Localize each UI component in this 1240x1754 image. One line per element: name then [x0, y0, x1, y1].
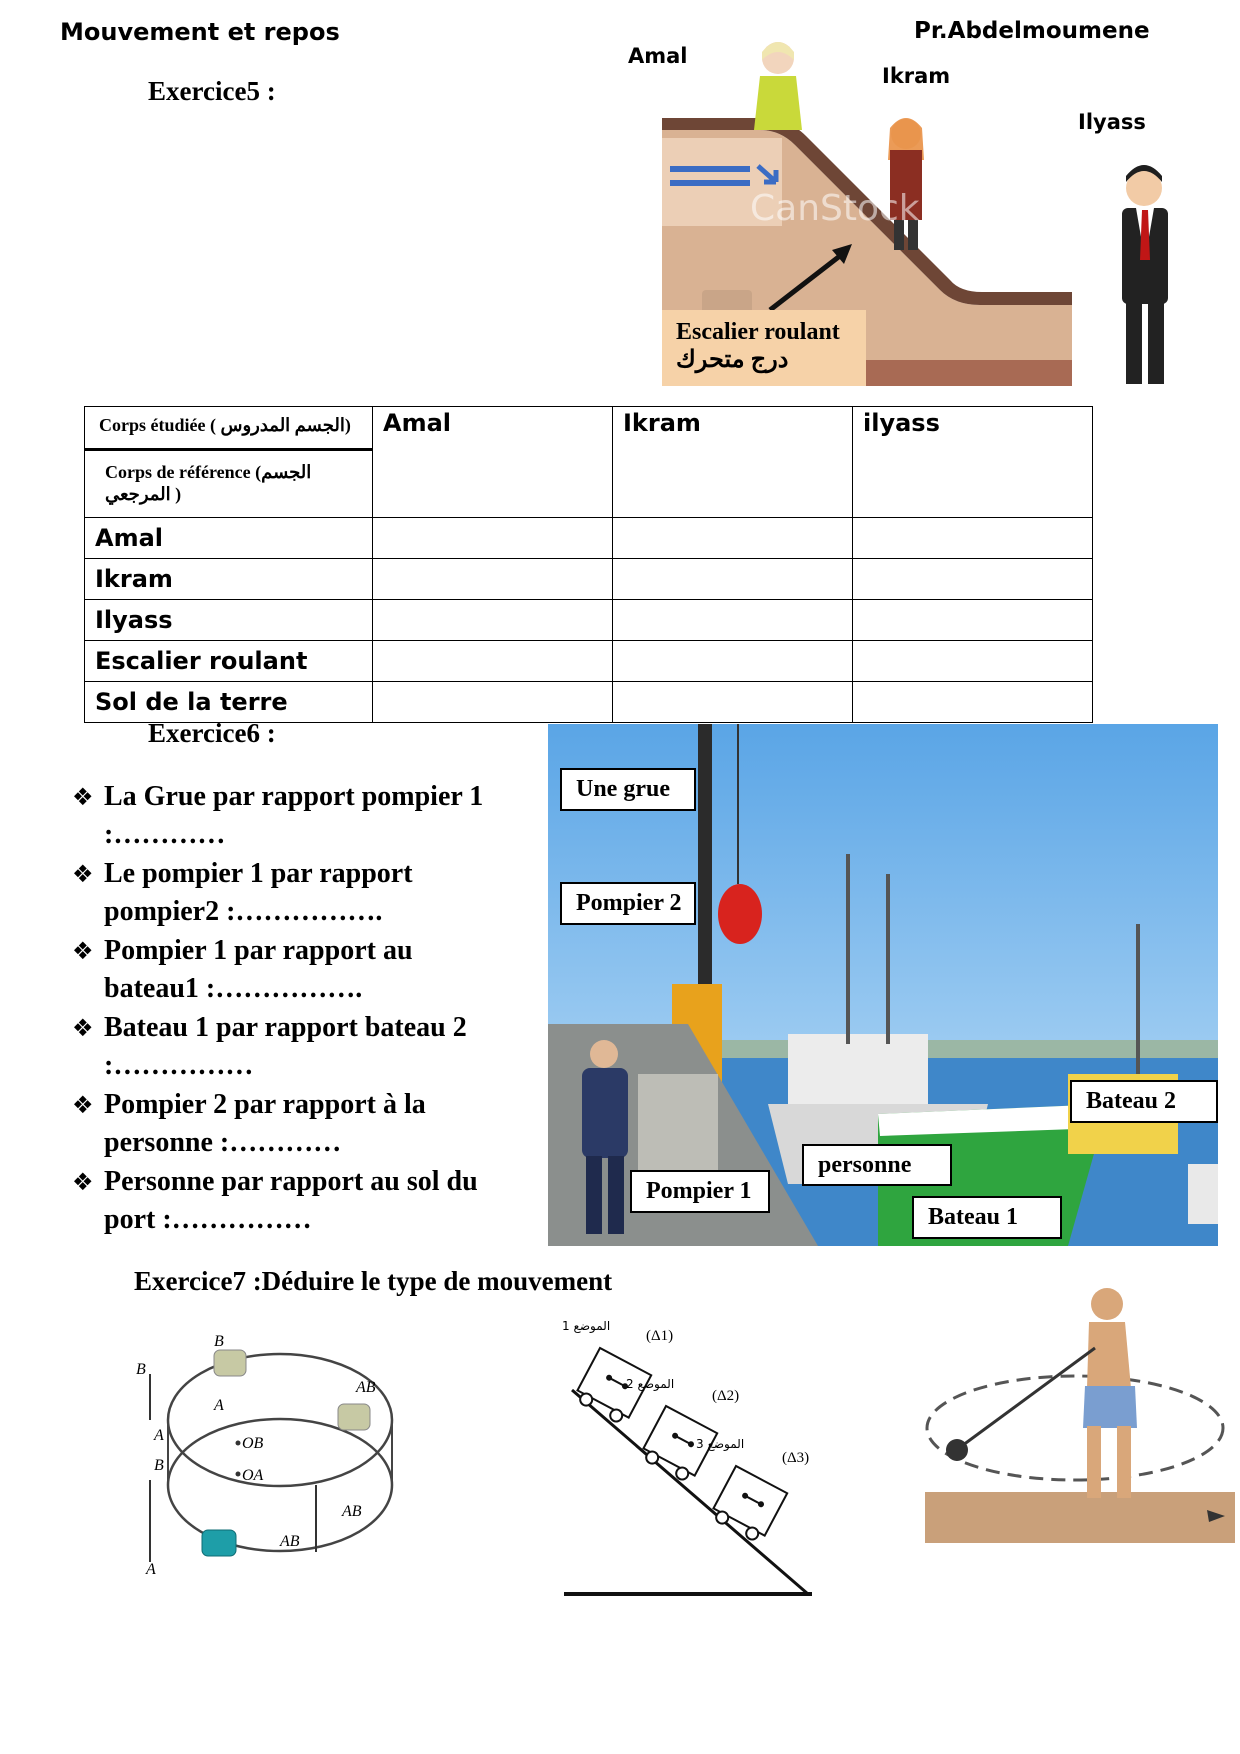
firefighter1-body-icon: [582, 1068, 628, 1158]
row-header: Sol de la terre: [85, 682, 373, 723]
row-header: Escalier roulant: [85, 641, 373, 682]
answer-cell[interactable]: [613, 641, 853, 682]
answer-cell[interactable]: [853, 559, 1093, 600]
athlete-shorts-icon: [1083, 1386, 1137, 1428]
column-header: Amal: [373, 407, 613, 518]
question-text: Pompier 2 par rapport à la personne :…………: [104, 1089, 426, 1158]
table-row: [85, 600, 1093, 641]
column-header: ilyass: [853, 407, 1093, 518]
inclined-plane-figure: [560, 1310, 860, 1600]
watermark: CanStock: [750, 188, 920, 229]
cabin-right-icon: [338, 1404, 370, 1430]
firefighter1-leg-icon: [608, 1156, 624, 1234]
question-text: La Grue par rapport pompier 1 :…………: [104, 781, 484, 850]
label-delta-3: (Δ3): [782, 1450, 810, 1466]
inclined-plane-drawing: [560, 1310, 860, 1600]
author-name: Pr.Abdelmoumene: [914, 18, 1150, 44]
firefighter1-head-icon: [590, 1040, 618, 1068]
answer-cell[interactable]: [853, 641, 1093, 682]
diamond-bullet-icon: ❖: [72, 1091, 94, 1119]
list-item: [72, 778, 512, 854]
label-center-oa: OA: [242, 1467, 264, 1484]
label-vector-ab: AB: [342, 1503, 362, 1520]
ground: [925, 1492, 1235, 1543]
exercise6-questions: [72, 778, 512, 1240]
athlete-leg-icon: [1117, 1426, 1131, 1498]
hammer-throw-drawing: [925, 1278, 1235, 1543]
answer-cell[interactable]: [853, 682, 1093, 723]
diamond-bullet-icon: ❖: [72, 937, 94, 965]
label-vector-a: A: [214, 1397, 224, 1414]
corner-studied-body: Corps étudiée ( الجسم المدروس): [85, 407, 372, 451]
page-title: Mouvement et repos: [60, 18, 340, 46]
label-amal: Amal: [628, 44, 688, 68]
table-row: [85, 682, 1093, 723]
label-ilyass: Ilyass: [1078, 110, 1146, 134]
answer-cell[interactable]: [373, 600, 613, 641]
answer-cell[interactable]: [853, 600, 1093, 641]
label-vector-b: B: [154, 1457, 164, 1474]
label-vector-b: B: [214, 1333, 224, 1350]
rescuer-figure: [718, 884, 762, 944]
question-text: Pompier 1 par rapport au bateau1 :…………….: [104, 935, 413, 1004]
amal-body-icon: [754, 76, 802, 130]
diamond-bullet-icon: ❖: [72, 1014, 94, 1042]
ferris-wheel-figure: [130, 1330, 410, 1580]
escalator-label-ar: درج متحرك: [676, 347, 789, 373]
ilyass-leg-left-icon: [1126, 300, 1142, 384]
center-ob-dot: [236, 1441, 241, 1446]
answer-cell[interactable]: [613, 682, 853, 723]
ilyass-leg-right-icon: [1148, 300, 1164, 384]
label-vector-ab: AB: [280, 1533, 300, 1550]
diamond-bullet-icon: ❖: [72, 783, 94, 811]
list-item: [72, 1086, 512, 1162]
table-corner-cell: [85, 407, 373, 518]
list-item: [72, 855, 512, 931]
answer-cell[interactable]: [373, 518, 613, 559]
cart-position-3: [709, 1466, 787, 1544]
label-center-ob: OB: [242, 1435, 264, 1452]
label-vector-a: A: [146, 1561, 156, 1578]
label-delta-1: (Δ1): [646, 1328, 674, 1344]
answer-cell[interactable]: [373, 559, 613, 600]
port-photo: [548, 724, 1218, 1246]
cabin-top-icon: [214, 1350, 246, 1376]
diamond-bullet-icon: ❖: [72, 860, 94, 888]
label-firefighter-2: Pompier 2: [560, 882, 696, 925]
label-vector-ab: AB: [356, 1379, 376, 1396]
hammer-wire: [959, 1348, 1095, 1448]
table-header-row: [85, 407, 1093, 518]
escalator-label-fr: Escalier roulant: [676, 319, 840, 345]
label-person: personne: [802, 1144, 952, 1186]
answer-cell[interactable]: [613, 518, 853, 559]
answer-cell[interactable]: [373, 641, 613, 682]
hammer-ball-icon: [946, 1439, 968, 1461]
row-header: Amal: [85, 518, 373, 559]
column-header: Ikram: [613, 407, 853, 518]
label-boat-2: Bateau 2: [1070, 1080, 1218, 1123]
list-item: [72, 1163, 512, 1239]
escalator-label: [662, 310, 866, 386]
row-header: Ilyass: [85, 600, 373, 641]
label-vector-b: B: [136, 1361, 146, 1378]
answer-cell[interactable]: [613, 559, 853, 600]
label-position-2: الموضع 2: [626, 1377, 675, 1391]
question-text: Personne par rapport au sol du port :……………: [104, 1166, 478, 1235]
answer-cell[interactable]: [853, 518, 1093, 559]
table-row: [85, 641, 1093, 682]
sign-line-1: [670, 166, 750, 172]
exercise5-title: Exercice5 :: [148, 76, 276, 106]
label-boat-1: Bateau 1: [912, 1196, 1062, 1239]
ferris-wheel-drawing: [130, 1330, 410, 1580]
circular-trajectory: [927, 1376, 1223, 1480]
label-position-3: الموضع 3: [696, 1437, 745, 1451]
cabin-bottom-icon: [202, 1530, 236, 1556]
question-text: Bateau 1 par rapport bateau 2 :……………: [104, 1012, 467, 1081]
label-position-1: الموضع 1: [562, 1319, 611, 1333]
label-crane: Une grue: [560, 768, 696, 811]
hammer-throw-figure: [925, 1278, 1235, 1543]
reference-frame-table: [84, 406, 1093, 723]
answer-cell[interactable]: [373, 682, 613, 723]
answer-cell[interactable]: [613, 600, 853, 641]
table-row: [85, 518, 1093, 559]
list-item: [72, 932, 512, 1008]
boat1-cabin: [788, 1034, 928, 1114]
table-row: [85, 559, 1093, 600]
exercise6-title: Exercice6 :: [148, 718, 276, 748]
diamond-bullet-icon: ❖: [72, 1168, 94, 1196]
label-firefighter-1: Pompier 1: [630, 1170, 770, 1213]
sign-line-2: [670, 180, 750, 186]
row-header: Ikram: [85, 559, 373, 600]
distant-boat: [1188, 1164, 1218, 1224]
label-ikram: Ikram: [882, 64, 951, 88]
firefighter1-leg-icon: [586, 1156, 602, 1234]
center-oa-dot: [236, 1472, 241, 1477]
exercise7-title: Exercice7 :Déduire le type de mouvement: [134, 1266, 613, 1296]
label-vector-a: A: [154, 1427, 164, 1444]
athlete-head-icon: [1091, 1288, 1123, 1320]
athlete-torso-icon: [1087, 1322, 1131, 1388]
athlete-leg-icon: [1087, 1426, 1101, 1498]
list-item: [72, 1009, 512, 1085]
question-text: Le pompier 1 par rapport pompier2 :…………….: [104, 858, 413, 927]
label-delta-2: (Δ2): [712, 1388, 740, 1404]
corner-reference-body: Corps de référence الجسم) المرجعي ): [105, 462, 312, 504]
